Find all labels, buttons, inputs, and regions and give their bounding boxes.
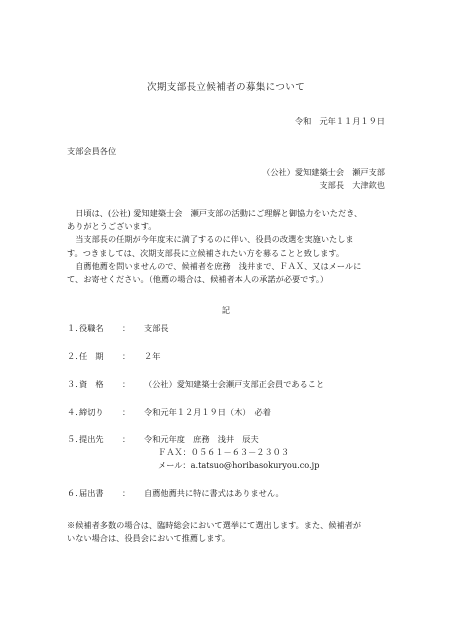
- sender-person: 支部長 大津欽也: [319, 180, 385, 190]
- body-line: ありがとうございます。: [67, 221, 157, 232]
- item-value: ２年: [144, 351, 161, 361]
- item-label: 提出先: [79, 434, 104, 444]
- body-line: て、お寄せください。（他薦の場合は、候補者本人の承諾が必要です。）: [67, 274, 329, 285]
- item-colon: ：: [122, 434, 131, 444]
- body-paragraphs: [67, 207, 389, 286]
- item-value: 令和元年１２月１９日（木） 必着: [144, 407, 271, 417]
- item-colon: ：: [122, 379, 131, 389]
- contact-fax: ＦＡＸ：０５６１－６３－２３０３: [158, 447, 290, 457]
- item-value: 令和元年度 庶務 浅井 辰夫: [144, 434, 259, 444]
- document-title: 次期支部長立候補者の募集について: [146, 82, 306, 93]
- item-colon: ：: [122, 488, 131, 498]
- item-label: 届出書: [79, 488, 104, 498]
- issue-date: 令和 元年１１月１９日: [294, 116, 385, 126]
- footnote-line: ※候補者多数の場合は、臨時総会において選挙にて選出します。また、候補者が: [67, 520, 362, 530]
- item-value: （公社）愛知建築士会瀬戸支部正会員であること: [144, 379, 325, 389]
- item-label: 締切り: [79, 407, 104, 417]
- item-colon: ：: [122, 323, 131, 333]
- item-colon: ：: [122, 351, 131, 361]
- item-colon: ：: [122, 407, 131, 417]
- item-number: ５．: [67, 434, 84, 444]
- ki-heading: 記: [221, 305, 231, 315]
- sender-organization: （公社）愛知建築士会 瀬戸支部: [262, 167, 385, 177]
- recipient: 支部会員各位: [67, 146, 117, 156]
- item-value: 自薦他薦共に特に書式はありません。: [144, 488, 284, 498]
- item-number: ６．: [67, 488, 84, 498]
- item-number: ３．: [67, 379, 84, 389]
- body-line: 当支部長の任期が今年度末に満了するのに伴い、役員の改選を実施いたしま: [67, 234, 354, 245]
- body-line: す。つきましては、次期支部長に立候補されたい方を募ることと致します。: [67, 247, 345, 258]
- contact-email[interactable]: メール：a.tatsuo@horibasokuryou.co.jp: [158, 460, 320, 470]
- item-label: 資 格: [79, 379, 104, 389]
- item-label: 役職名: [79, 323, 104, 333]
- item-value: 支部長: [144, 323, 169, 333]
- item-number: １．: [67, 323, 84, 333]
- item-label: 任 期: [79, 351, 104, 361]
- body-line: 日頃は、(公社) 愛知建築士会 瀬戸支部の活動にご理解と御協力をいただき、: [67, 208, 363, 218]
- footnote-line: いない場合は、役員会において推薦します。: [67, 533, 231, 544]
- body-line: 自薦他薦を問いませんので、候補者を庶務 浅井まで、ＦＡＸ、又はメールに: [67, 260, 362, 271]
- item-number: ２．: [67, 351, 84, 361]
- item-number: ４．: [67, 407, 84, 417]
- footnote: [67, 519, 389, 545]
